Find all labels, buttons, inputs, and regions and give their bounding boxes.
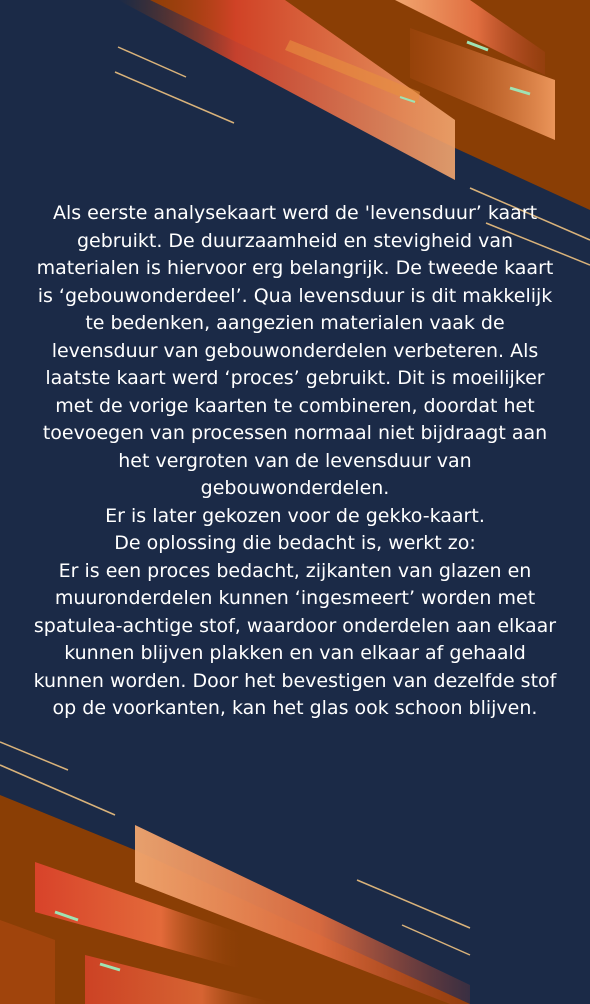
paragraph-solution: Er is een proces bedacht, zijkanten van glazen en muuronderdelen kunnen ‘ingesmeert’ worden met spatulea-achtige stof, waardoor onderdelen aan elkaar kunnen blijven plakken en van elkaar af gehaald kunnen worden. Door het bevestigen van dezelfde stof op de voorkanten, kan het glas ook schoon blijven. (33, 559, 557, 719)
paragraph-solution-intro: De oplossing die bedacht is, werkt zo: (114, 532, 476, 554)
body-text (30, 200, 560, 723)
paragraph-analysis: Als eerste analysekaart werd de 'levensduur’ kaart gebruikt. De duurzaamheid en stevigheid van materialen is hiervoor erg belangrijk. De tweede kaart is ‘gebouwonderdeel’. Qua levensduur is dit makkelijk te bedenken, aangezien materialen vaak de levensduur van gebouwonderdelen verbeteren. Als laatste kaart werd ‘proces’ gebruikt. Dit is moeilijker met de vorige kaarten te combineren, doordat het toevoegen van processen normaal niet bijdraagt aan het vergroten van de levensduur van gebouwonderdelen. (36, 202, 554, 499)
paragraph-gekko: Er is later gekozen voor de gekko-kaart. (105, 504, 485, 527)
